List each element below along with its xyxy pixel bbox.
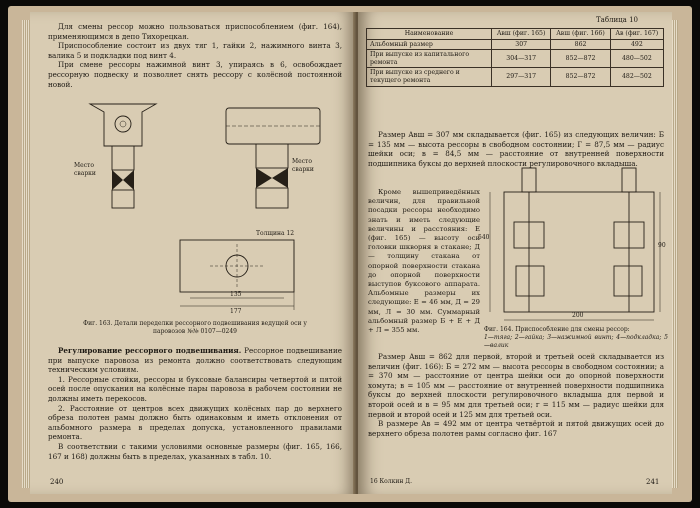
table-row xyxy=(367,50,664,68)
para-1b xyxy=(368,188,480,335)
table-header-cell: Aвш (фиг. 165) xyxy=(492,29,551,40)
table-cell: 482—502 xyxy=(610,68,663,86)
box-right xyxy=(614,266,642,296)
page-stack-left xyxy=(22,20,30,488)
table-cell: 307 xyxy=(492,39,551,50)
screw-head-right xyxy=(622,168,636,192)
table-cell: 304—317 xyxy=(492,50,551,68)
table-row xyxy=(367,68,664,86)
label-weld-left: Место сварки xyxy=(74,162,96,177)
right-page xyxy=(358,12,672,494)
intro-paragraph: При смене рессоры нажимной винт 3, упираясь в 6, освобождает рессорную подвеску и позволяет снять рессору с колёсной постоянной новой. xyxy=(48,60,342,89)
para-2-block xyxy=(368,352,664,438)
condition-item: В соответствии с такими условиями основные размеры (фиг. 165, 166, 167 и 168) должны быть в пределах, указанных в табл. 10. xyxy=(48,441,342,461)
table-header-cell: Наименование xyxy=(367,29,492,40)
figure-163-drawing xyxy=(30,12,356,272)
condition-item: 2. Расстояние от центров всех движущих колёсных пар до верхнего обреза полотен рамы должно быть одинаковым и иметь отклонения от альбомного размера в пределах допуска, установленного правилами ремонта. xyxy=(48,403,342,442)
paragraph-sizes: Кроме вышеприведённых величин, для правильной посадки рессоры необходимо знать и иметь следующие величины и расстояния: Е (фиг. 165) — высоту оси головки шкворня в стакане; Д — толщину стакана от опорной поверхности стакана до опорной поверхности выступов буксового аппарата. Альбомные размеры их следующие: Е = 46 мм, Д = 29 мм, Л = 30 мм. Суммарный альбомный размер Б + Е + Д + Л = 355 мм. xyxy=(368,188,480,335)
side-foot xyxy=(256,188,288,208)
left-section xyxy=(48,346,342,461)
table-cell: 852—872 xyxy=(551,68,610,86)
table-cell: При выпуске из среднего и текущего ремонта xyxy=(367,68,492,86)
page-number-left: 240 xyxy=(50,478,64,486)
section-heading-rest: Рессорное подвешивание при выпуске паровоза из ремонта должно соответствовать следующим техническим условиям. xyxy=(48,346,342,375)
table-cell: 480—502 xyxy=(610,50,663,68)
table-cell: 297—317 xyxy=(492,68,551,86)
left-page xyxy=(30,12,356,494)
label-dim-inner: 135 xyxy=(230,291,242,298)
figure-164-legend: 1—тяга; 2—гайка; 3—нажимной винт; 4—подкладка; 5—валик xyxy=(484,334,668,349)
weld-mark-left xyxy=(112,170,134,190)
table-header-cell: Aвш (фиг. 166) xyxy=(551,29,610,40)
table-cell: Альбомный размер xyxy=(367,39,492,50)
hanger-body xyxy=(90,104,156,146)
table-cell: 492 xyxy=(610,39,663,50)
label-dim-bottom: 177 xyxy=(230,308,242,315)
page-number-right: 241 xyxy=(646,478,660,486)
table-title: Таблица 10 xyxy=(596,16,638,24)
table-cell: 852—872 xyxy=(551,50,610,68)
screw-head-left xyxy=(522,168,536,192)
table-cell: При выпуске из капитального ремонта xyxy=(367,50,492,68)
footer-signature: 16 Колкин Д. xyxy=(370,478,413,485)
box-left xyxy=(516,266,544,296)
side-stem xyxy=(256,144,288,168)
hanger-hole-center xyxy=(120,121,126,127)
figure-164-caption: Фиг. 164. Приспособление для смены рессор: xyxy=(484,326,630,333)
figure-164-caption-block xyxy=(484,326,668,350)
table-10 xyxy=(366,28,664,87)
figure-163-caption: Фиг. 163. Детали переделки рессорного подвешивания ведущей оси у паровозов №№ 0107—0249 xyxy=(83,320,307,335)
condition-item: 1. Рессорные стойки, рессоры и буксовые балансиры четвертой и пятой осей после опускания на колёсные пары паровоза в рабочем состоянии не должны иметь перекосов. xyxy=(48,374,342,403)
table-cell: 862 xyxy=(551,39,610,50)
label-dim-540: 540 xyxy=(478,234,490,241)
hanger-foot xyxy=(112,190,134,208)
device-frame xyxy=(504,192,654,312)
label-thickness: Толщина 12 xyxy=(256,230,295,237)
weld-mark-right xyxy=(256,168,288,188)
table-header-row xyxy=(367,29,664,40)
paragraph-size-a: Размер Aвш = 307 мм складывается (фиг. 165) из следующих величин: Б = 135 мм — высота рессоры в свободном состоянии; Г = 87,5 мм — радиус шейки оси; в = 84,5 мм — расстояние от внутренней поверхности подшипника буксы до верхней плоскости регулировочного вкладыша. xyxy=(368,130,664,168)
figure-164-drawing xyxy=(484,162,672,332)
paragraph-size-b: Размер Aвш = 862 для первой, второй и третьей осей складывается из величин (фиг. 166): Б = 272 мм — высота рессоры в свободном состоянии; а = 370 мм — расстояние от центра шейки оси до опорной поверхности хомута; в = 105 мм — расстояние от внутренней поверхности подшипника буксы до верхней плоскости регулировочного вкладыша для первой и второй осей и в = 95 мм для третьей оси; г = 115 мм — радиус шейки для первой и второй осей и 125 мм для третьей оси. xyxy=(368,352,664,419)
table-header-cell: Aв (фиг. 167) xyxy=(610,29,663,40)
paragraph-size-c: В размере Aв = 492 мм от центра четвёртой и пятой движущих осей до верхнего обреза полотен рамы согласно фиг. 167 xyxy=(368,419,664,438)
hanger-stem xyxy=(112,146,134,170)
label-dim-200: 200 xyxy=(572,312,584,319)
label-weld-right: Место сварки xyxy=(292,158,314,173)
label-dim-90: 90 xyxy=(658,242,666,249)
intro-paragraph: Приспособление состоит из двух тяг 1, гайки 2, нажимного винта 3, валика 5 и подкладки под винт 4. xyxy=(48,41,342,60)
intro-paragraph: Для смены рессор можно пользоваться приспособлением (фиг. 164), применяющимся в депо Тихорецкая. xyxy=(48,22,342,41)
hanger-hole xyxy=(115,116,131,132)
table-row xyxy=(367,39,664,50)
section-heading: Регулирование рессорного подвешивания. xyxy=(58,346,242,355)
open-book xyxy=(8,6,692,502)
